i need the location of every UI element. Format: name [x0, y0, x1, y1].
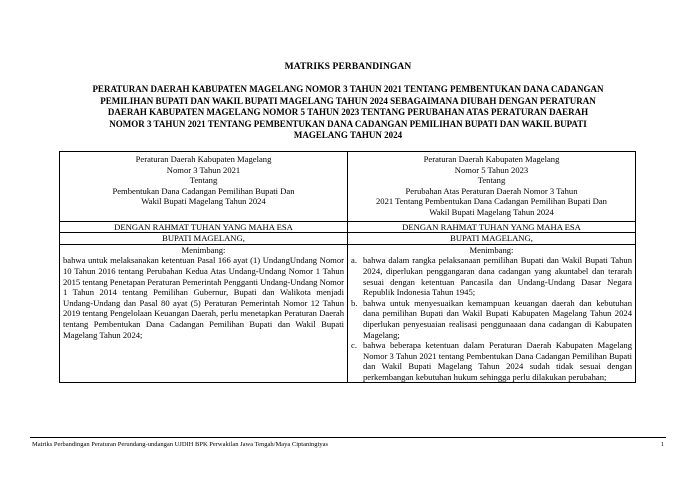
comparison-table — [59, 151, 636, 383]
subtitle-line: PERATURAN DAERAH KABUPATEN MAGELANG NOMOR 3 TAHUN 2021 TENTANG PEMBENTUKAN DANA CADANGAN — [92, 84, 604, 94]
menimbang-point-c — [351, 340, 632, 382]
subtitle-line: PEMILIHAN BUPATI DAN WAKIL BUPATI MAGELANG TAHUN 2024 SEBAGAIMANA DIUBAH DENGAN PERATURAN — [100, 95, 596, 106]
page-number: 1 — [660, 441, 664, 448]
left-rahmat-cell: DENGAN RAHMAT TUHAN YANG MAHA ESA — [60, 221, 348, 233]
point-text: bahwa untuk menyesuaikan kemampuan keuangan daerah dan kebutuhan dana pemilihan Bupati dan Wakil Bupati Kabupaten Magelang Tahun 2024 diperlukan penyesuaian realisasi penggunaaan dana cadangan di Kabupaten Magelang; — [363, 297, 632, 340]
table-row-header — [60, 152, 636, 222]
point-label: a. — [351, 255, 357, 266]
right-header-line: Wakil Bupati Magelang Tahun 2024 — [429, 206, 554, 217]
left-header-cell — [60, 152, 348, 222]
left-header-line: Nomor 3 Tahun 2021 — [166, 164, 241, 175]
point-text: bahwa dalam rangka pelaksanaan pemilihan Bupati dan Wakil Bupati Tahun 2024, diperlukan penggangaran dana cadangan yang akuntabel dan terarah sesuai dengan ketentuan Pancasila dan Undang-Undang Dasar Negara Republik Indonesia Tahun 1945; — [363, 255, 632, 298]
right-menimbang-label: Menimbang: — [469, 244, 514, 255]
left-menimbang-label: Menimbang: — [181, 244, 226, 255]
right-bupati-cell: BUPATI MAGELANG, — [348, 233, 636, 245]
right-header-cell — [348, 152, 636, 222]
right-header-line: Nomor 5 Tahun 2023 — [454, 164, 529, 175]
document-title: MATRIKS PERBANDINGAN — [284, 62, 412, 72]
point-label: b. — [351, 297, 358, 308]
left-header-line: Tentang — [189, 175, 218, 186]
left-header-line: Wakil Bupati Magelang Tahun 2024 — [141, 196, 266, 207]
table-row-menimbang — [60, 244, 636, 383]
point-label: c. — [351, 340, 357, 351]
subtitle-line: DAERAH KABUPATEN MAGELANG NOMOR 5 TAHUN 2023 TENTANG PERUBAHAN ATAS PERATURAN DAERAH — [107, 107, 589, 118]
left-bupati-cell: BUPATI MAGELANG, — [60, 233, 348, 245]
point-text: bahwa beberapa ketentuan dalam Peraturan Daerah Kabupaten Magelang Nomor 3 Tahun 2021 tentang Pembentukan Dana Cadangan Pemilihan Bupati dan Wakil Bupati Magelang Tahun 2024 sudah tidak sesuai dengan perkembangan kebutuhan hukum sehingga perlu dilakukan perubahan; — [363, 340, 632, 382]
footer-divider — [30, 437, 666, 438]
footer-text: Matriks Perbandingan Peraturan Perundang-undangan UJDIH BPK Perwakilan Jawa Tengah/Maya Ciptaningtyas — [32, 441, 329, 448]
right-header-line: Peraturan Daerah Kabupaten Magelang — [423, 154, 560, 164]
subtitle-line: NOMOR 3 TAHUN 2021 TENTANG PEMBENTUKAN DANA CADANGAN PEMILIHAN BUPATI DAN WAKIL BUPATI — [109, 118, 587, 129]
menimbang-point-a — [351, 255, 632, 297]
left-header-line: Peraturan Daerah Kabupaten Magelang — [135, 154, 272, 164]
table-row-rahmat — [60, 221, 636, 233]
right-rahmat-cell: DENGAN RAHMAT TUHAN YANG MAHA ESA — [348, 221, 636, 233]
left-menimbang-text: bahwa untuk melaksanakan ketentuan Pasal 166 ayat (1) UndangUndang Nomor 10 Tahun 2016 tentang Perubahan Kedua Atas Undang-Undang Nomor 1 Tahun 2015 tentang Penetapan Peraturan Pemerintah Pengganti Undang-Undang Nomor 1 Tahun 2014 tentang Pemilihan Gubernur, Bupati dan Walikota menjadi Undang-Undang dan Pasal 80 ayat (5) Peraturan Pemerintah Nomor 12 Tahun 2019 tentang Pengelolaan Keuangan Daerah, perlu menetapkan Peraturan Daerah tentang Pembentukan Dana Cadangan Pemilihan Bupati dan Wakil Bupati Magelang Tahun 2024; — [63, 255, 344, 340]
left-header-line: Pembentukan Dana Cadangan Pemilihan Bupati Dan — [112, 185, 295, 196]
right-header-line: Tentang — [477, 175, 506, 186]
left-menimbang-cell — [60, 244, 348, 383]
right-menimbang-cell — [348, 244, 636, 383]
table-row-bupati — [60, 233, 636, 245]
menimbang-point-b — [351, 298, 632, 340]
subtitle-line: MAGELANG TAHUN 2024 — [293, 130, 403, 141]
document-subtitle — [70, 84, 626, 142]
right-header-line: 2021 Tentang Pembentukan Dana Cadangan Pemilihan Bupati Dan — [376, 196, 607, 207]
right-header-line: Perubahan Atas Peraturan Daerah Nomor 3 Tahun — [405, 185, 578, 196]
